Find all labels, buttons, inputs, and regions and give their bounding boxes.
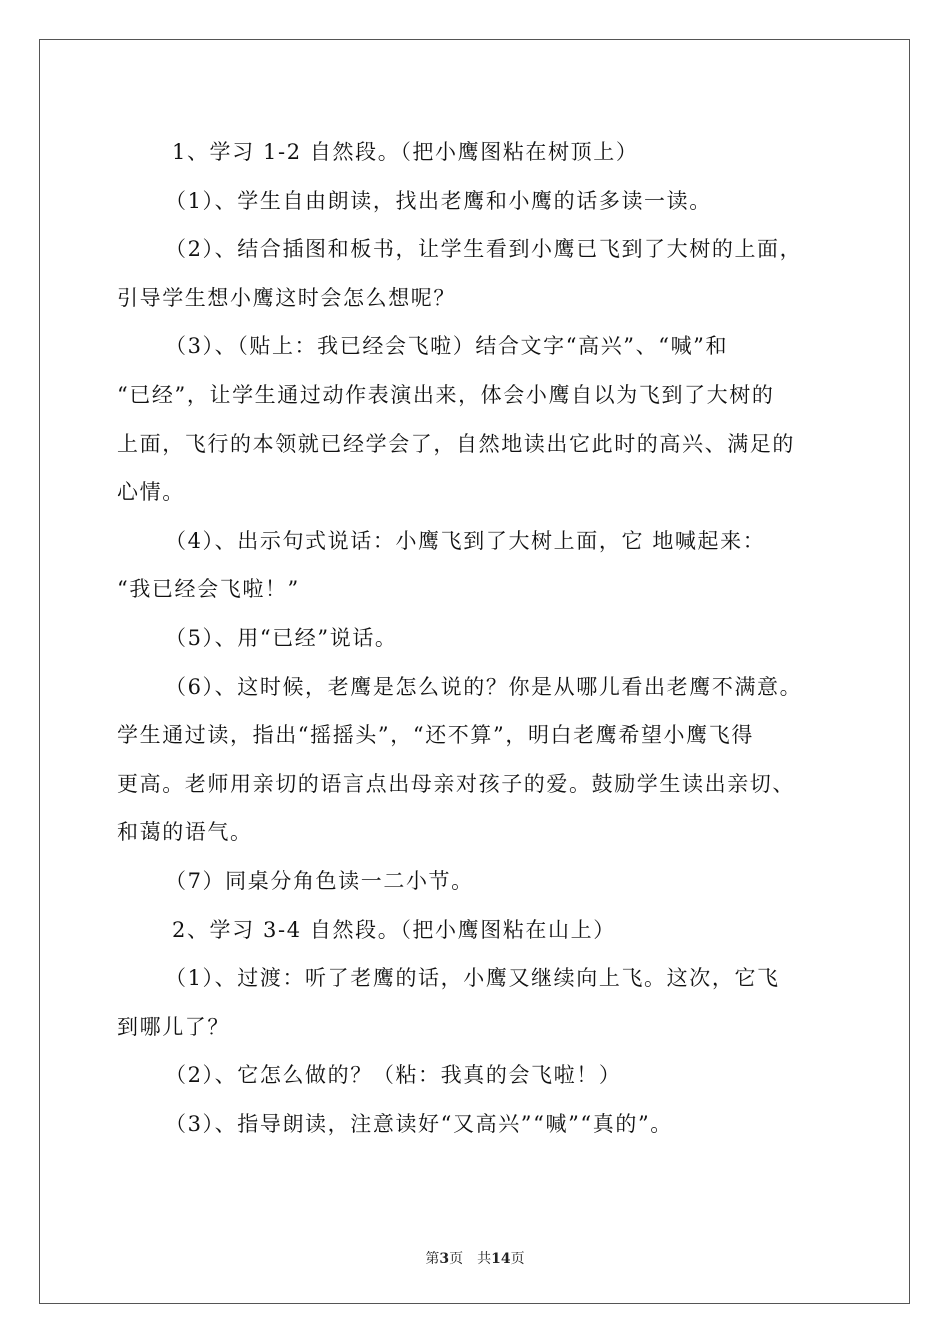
paragraph-line: “已经”，让学生通过动作表演出来，体会小鹰自以为飞到了大树的 (117, 382, 775, 407)
paragraph-line: （1）、过渡：听了老鹰的话，小鹰又继续向上飞。这次，它飞 (165, 966, 780, 991)
total-suffix: 页 (510, 1251, 525, 1267)
page-footer (0, 1248, 950, 1268)
paragraph-line: 上面，飞行的本领就已经学会了，自然地读出它此时的高兴、满足的 (117, 431, 795, 456)
document-body (117, 128, 837, 1148)
total-page-count: 14 (491, 1251, 511, 1267)
paragraph-line: 和蔼的语气。 (117, 820, 253, 845)
paragraph-line: （3）、（贴上：我已经会飞啦）结合文字“高兴”、“喊”和 (165, 334, 729, 359)
paragraph-line: 心情。 (117, 480, 185, 505)
page-prefix: 第 (425, 1251, 440, 1267)
paragraph-line: （5）、用“已经”说话。 (165, 625, 398, 650)
section-heading: 2、学习 3-4 自然段。（把小鹰图粘在山上） (172, 917, 616, 942)
paragraph-line: （6）、这时候，老鹰是怎么说的？你是从哪儿看出老鹰不满意。 (165, 674, 803, 699)
paragraph-line: 更高。老师用亲切的语言点出母亲对孩子的爱。鼓励学生读出亲切、 (117, 771, 795, 796)
paragraph-line: “我已经会飞啦！” (117, 577, 300, 602)
total-prefix: 共 (477, 1251, 492, 1267)
paragraph-line: 引导学生想小鹰这时会怎么想呢？ (117, 285, 456, 310)
paragraph-line: （7）同桌分角色读一二小节。 (165, 868, 474, 893)
paragraph-line: （2）、它怎么做的？（粘：我真的会飞啦！） (165, 1063, 622, 1088)
paragraph-line: （4）、出示句式说话：小鹰飞到了大树上面，它 地喊起来： (165, 528, 766, 553)
page-suffix: 页 (449, 1251, 464, 1267)
current-page-number: 3 (439, 1251, 450, 1267)
paragraph-line: （1）、学生自由朗读，找出老鹰和小鹰的话多读一读。 (165, 188, 712, 213)
paragraph-line: 学生通过读，指出“摇摇头”，“还不算”，明白老鹰希望小鹰飞得 (117, 723, 754, 748)
paragraph-line: （3）、指导朗读，注意读好“又高兴”“喊”“真的”。 (165, 1111, 673, 1136)
paragraph-line: 到哪儿了？ (117, 1014, 230, 1039)
section-heading: 1、学习 1-2 自然段。（把小鹰图粘在树顶上） (172, 140, 639, 164)
paragraph-line: （2）、结合插图和板书，让学生看到小鹰已飞到了大树的上面， (165, 237, 803, 262)
